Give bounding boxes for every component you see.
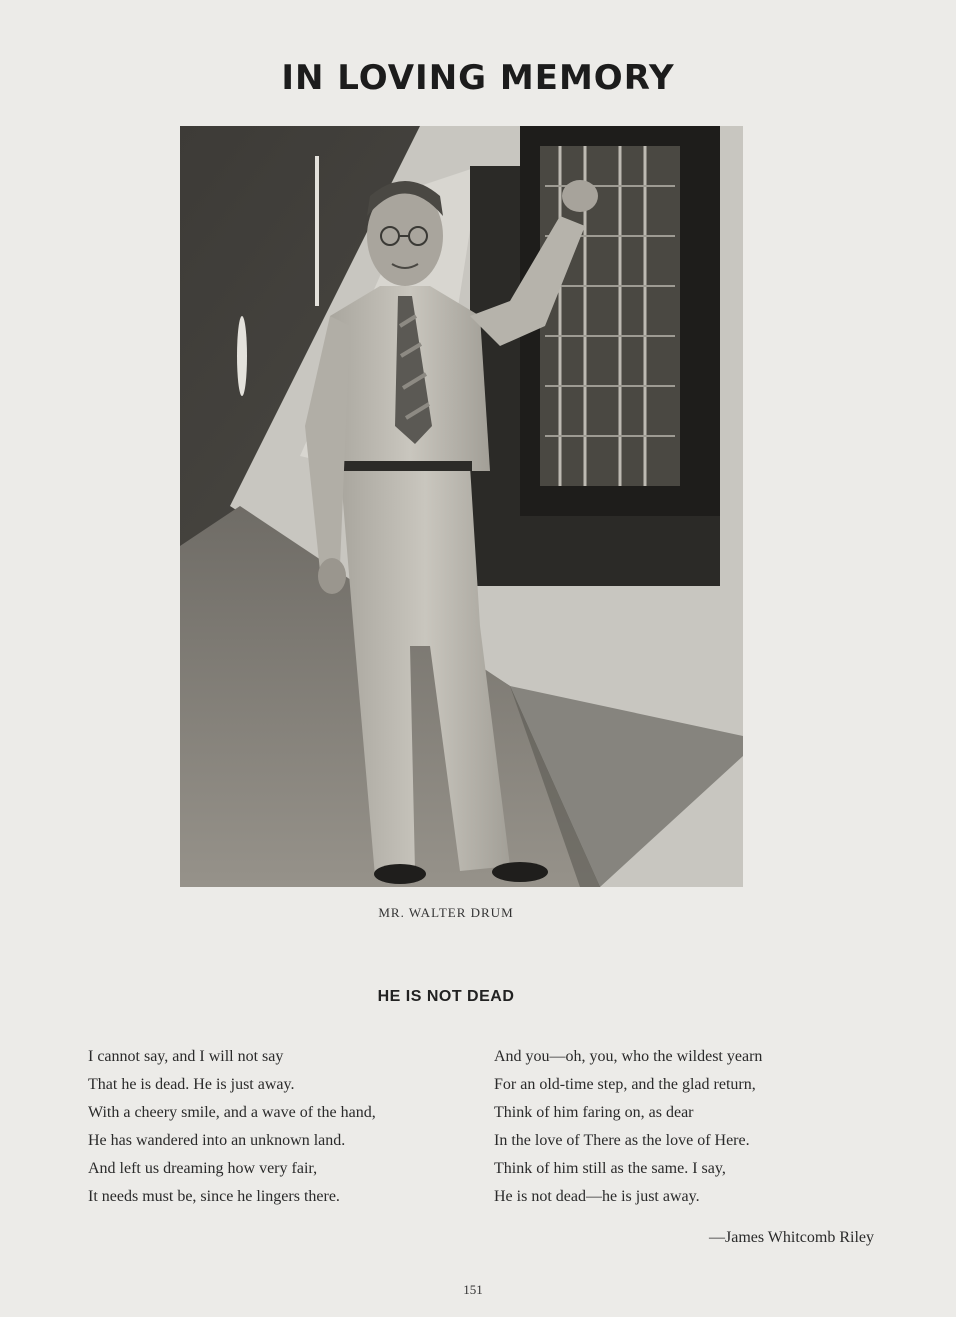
poem-line: I cannot say, and I will not say — [88, 1048, 284, 1065]
poem-line: It needs must be, since he lingers there. — [88, 1188, 340, 1205]
poem-line: And you—oh, you, who the wildest yearn — [494, 1048, 763, 1065]
poem-author: —James Whitcomb Riley — [708, 1229, 874, 1246]
poem-right-column — [494, 1043, 894, 1211]
poem-line: Think of him still as the same. I say, — [494, 1160, 726, 1177]
poem-line: With a cheery smile, and a wave of the hand, — [88, 1104, 376, 1121]
poem-line: For an old-time step, and the glad return, — [494, 1076, 756, 1093]
poem-title: HE IS NOT DEAD — [377, 988, 515, 1005]
poem-line: In the love of There as the love of Here. — [494, 1132, 750, 1149]
poem-line: That he is dead. He is just away. — [88, 1076, 295, 1093]
poem-line: He has wandered into an unknown land. — [88, 1132, 346, 1149]
poem-left-column — [88, 1043, 478, 1211]
poem-line: And left us dreaming how very fair, — [88, 1160, 318, 1177]
poem-line: Think of him faring on, as dear — [494, 1104, 694, 1121]
page-title: IN LOVING MEMORY — [281, 58, 675, 98]
poem-line: He is not dead—he is just away. — [494, 1188, 700, 1205]
photo-caption: MR. WALTER DRUM — [378, 905, 514, 920]
memorial-photo — [180, 126, 743, 887]
page-number: 151 — [463, 1282, 483, 1297]
